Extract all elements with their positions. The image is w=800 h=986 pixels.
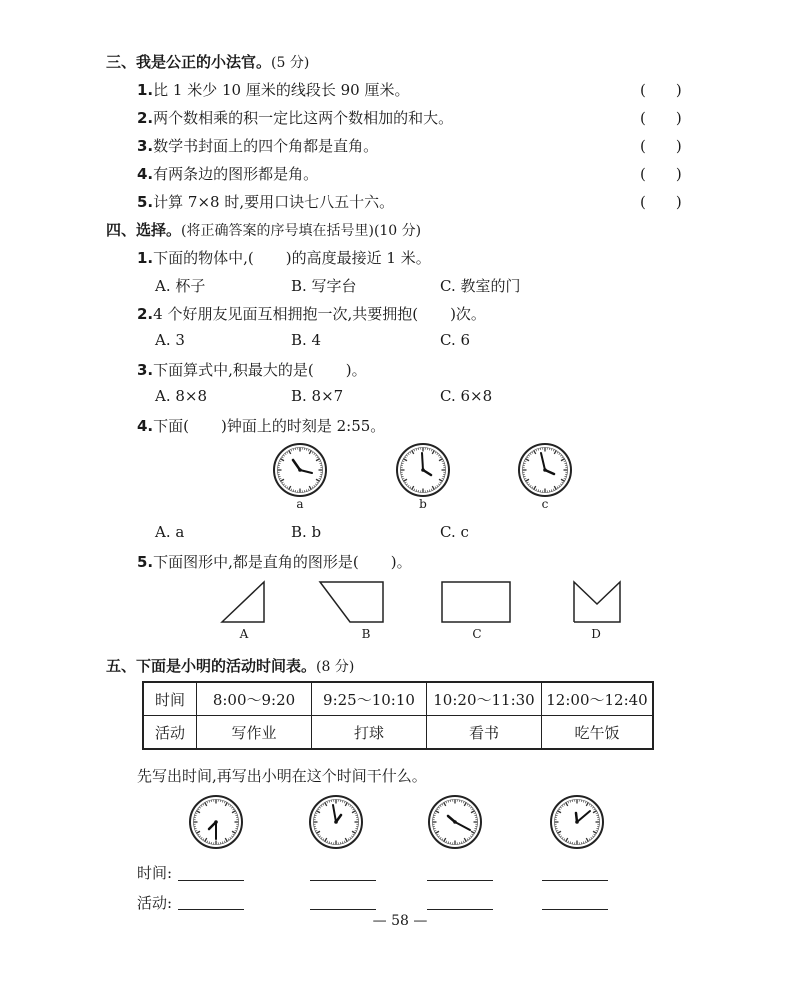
- activity-blank-2[interactable]: [310, 909, 376, 910]
- shape-label-b: B: [361, 627, 371, 641]
- time-blank-2[interactable]: [310, 880, 376, 881]
- question-text-post: )。: [390, 553, 412, 571]
- item-text: 两个数相乘的积一定比这两个数相加的和大。: [153, 109, 454, 127]
- time-blank-3[interactable]: [427, 880, 493, 881]
- question-number: 1.: [137, 249, 154, 267]
- shape-label-d: D: [591, 627, 601, 641]
- item-text: 比 1 米少 10 厘米的线段长 90 厘米。: [153, 81, 410, 99]
- section-4-note: (将正确答案的序号填在括号里)(10 分): [181, 223, 422, 239]
- shape-c-rectangle: [442, 582, 510, 622]
- option-a[interactable]: A. a: [155, 523, 185, 541]
- answer-paren[interactable]: ( ): [640, 81, 682, 99]
- option-c[interactable]: C. 教室的门: [440, 277, 521, 295]
- shape-a-triangle: [222, 582, 264, 622]
- option-b[interactable]: B. 写字台: [291, 277, 357, 295]
- shape-b-trapezoid: [320, 582, 383, 622]
- question-text-post: )的高度最接近 1 米。: [285, 249, 431, 267]
- clock-label-b: b: [419, 497, 427, 511]
- clock-3-icon: [425, 792, 485, 852]
- clock-2-icon: [306, 792, 366, 852]
- answer-paren[interactable]: ( ): [640, 193, 682, 211]
- answer-paren[interactable]: ( ): [640, 109, 682, 127]
- section-3-score: (5 分): [271, 55, 310, 71]
- clock-label-c: c: [541, 497, 549, 511]
- table-cell: 时间: [143, 682, 197, 716]
- table-cell: 12:00～12:40: [542, 682, 654, 716]
- clock-4-icon: [547, 792, 607, 852]
- section-5-score: (8 分): [316, 659, 355, 675]
- item-number: 1.: [137, 81, 154, 99]
- section-5-title: [106, 655, 354, 676]
- item-number: 3.: [137, 137, 154, 155]
- table-row: [143, 682, 653, 716]
- question-number: 4.: [137, 417, 154, 435]
- item-text: 计算 7×8 时,要用口诀七八五十六。: [153, 193, 395, 211]
- table-cell: 写作业: [197, 716, 312, 750]
- question-number: 3.: [137, 361, 154, 379]
- activity-label: 活动:: [137, 894, 173, 912]
- item-number: 4.: [137, 165, 154, 183]
- page-number: — 58 —: [372, 913, 428, 929]
- clock-1-icon: [186, 792, 246, 852]
- question-number: 5.: [137, 553, 154, 571]
- activity-blank-3[interactable]: [427, 909, 493, 910]
- time-label: 时间:: [137, 864, 173, 882]
- question-text-pre: 下面图形中,都是直角的图形是(: [153, 553, 359, 571]
- table-cell: 看书: [427, 716, 542, 750]
- answer-paren[interactable]: ( ): [640, 165, 682, 183]
- shape-d-notched: [574, 582, 620, 622]
- question-text-pre: 下面算式中,积最大的是(: [153, 361, 314, 379]
- option-b[interactable]: B. 8×7: [291, 387, 344, 405]
- table-row: [143, 716, 653, 750]
- section-4-title-text: 四、选择。: [106, 221, 182, 239]
- shape-label-a: A: [239, 627, 249, 641]
- option-c[interactable]: C. 6: [440, 331, 471, 349]
- option-b[interactable]: B. 4: [291, 331, 322, 349]
- time-blank-1[interactable]: [178, 880, 244, 881]
- schedule-table: [142, 681, 654, 750]
- item-text: 有两条边的图形都是角。: [153, 165, 319, 183]
- table-cell: 10:20～11:30: [427, 682, 542, 716]
- question-text-post: )次。: [450, 305, 486, 323]
- clock-label-a: a: [296, 497, 304, 511]
- option-c[interactable]: C. c: [440, 523, 469, 541]
- option-c[interactable]: C. 6×8: [440, 387, 493, 405]
- item-number: 2.: [137, 109, 154, 127]
- sec5-instruction: 先写出时间,再写出小明在这个时间干什么。: [137, 767, 427, 785]
- question-text-pre: 4 个好朋友见面互相拥抱一次,共要拥抱(: [153, 305, 419, 323]
- activity-blank-4[interactable]: [542, 909, 608, 910]
- section-5-title-text: 五、下面是小明的活动时间表。: [106, 657, 317, 675]
- question-text-post: )钟面上的时刻是 2:55。: [221, 417, 386, 435]
- time-blank-4[interactable]: [542, 880, 608, 881]
- question-number: 2.: [137, 305, 154, 323]
- table-cell: 9:25～10:10: [312, 682, 427, 716]
- answer-paren[interactable]: ( ): [640, 137, 682, 155]
- table-cell: 活动: [143, 716, 197, 750]
- item-text: 数学书封面上的四个角都是直角。: [153, 137, 379, 155]
- table-cell: 吃午饭: [542, 716, 654, 750]
- option-b[interactable]: B. b: [291, 523, 322, 541]
- table-cell: 打球: [312, 716, 427, 750]
- question-text-pre: 下面的物体中,(: [153, 249, 254, 267]
- table-cell: 8:00～9:20: [197, 682, 312, 716]
- option-a[interactable]: A. 杯子: [155, 277, 206, 295]
- shape-label-c: C: [472, 627, 482, 641]
- activity-blank-1[interactable]: [178, 909, 244, 910]
- section-3-title-text: 三、我是公正的小法官。: [106, 53, 272, 71]
- option-a[interactable]: A. 8×8: [155, 387, 208, 405]
- option-a[interactable]: A. 3: [155, 331, 185, 349]
- question-text-post: )。: [345, 361, 367, 379]
- item-number: 5.: [137, 193, 154, 211]
- question-text-pre: 下面(: [153, 417, 189, 435]
